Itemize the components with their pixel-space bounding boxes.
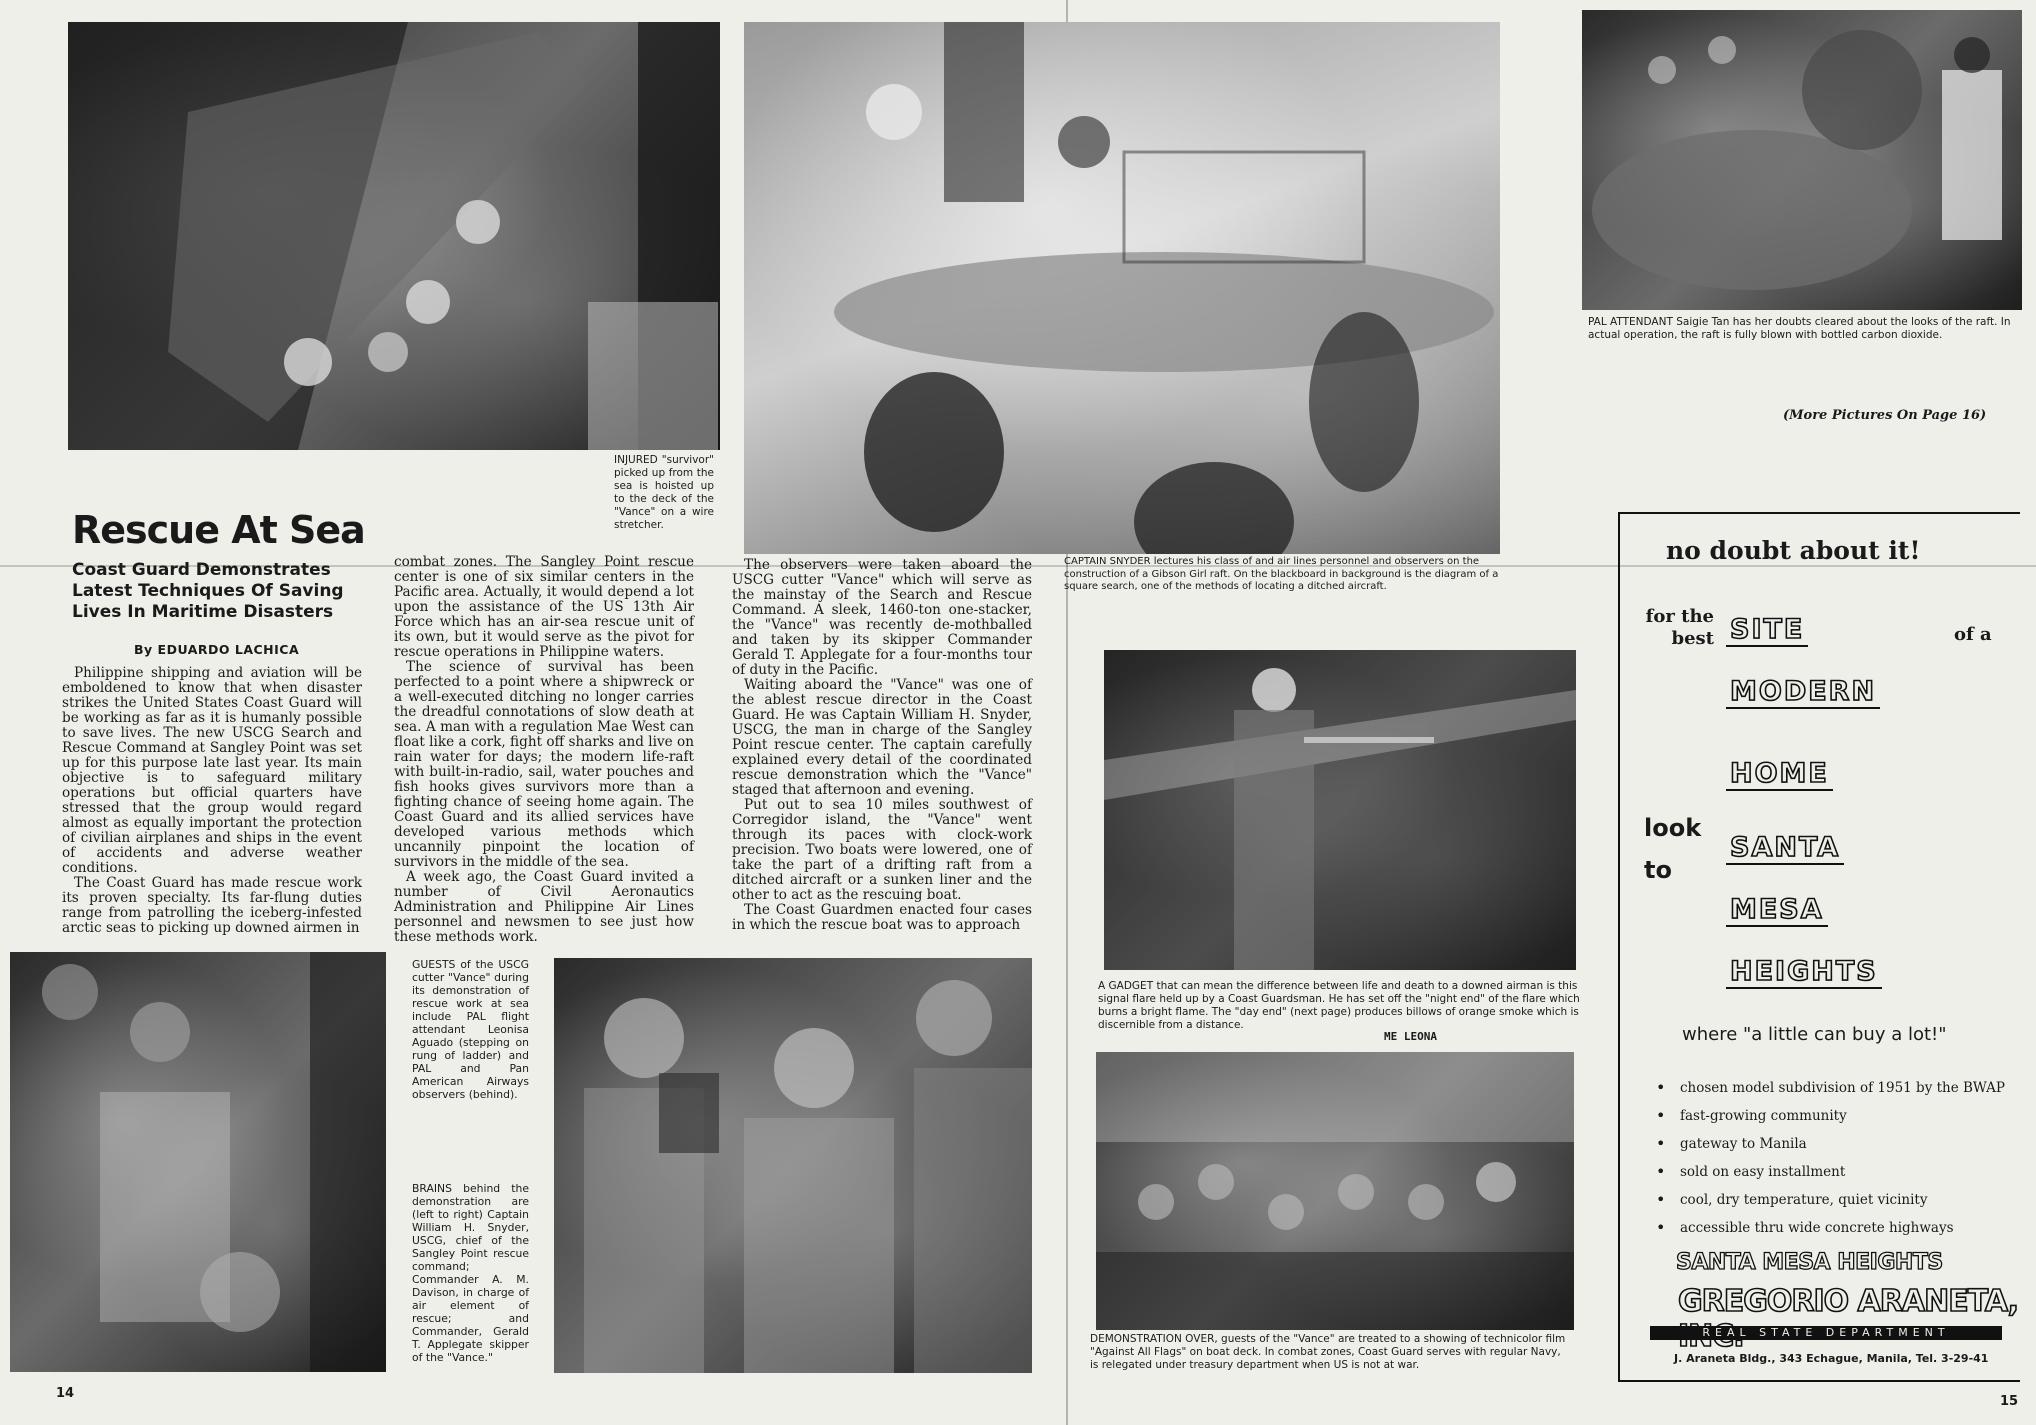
ad-word-heights: HEIGHTS [1726, 956, 1882, 989]
article-column-1 [62, 666, 362, 936]
article-paragraph: Waiting aboard the "Vance" was one of the ablest rescue director in the Coast Guard. He was Captain William H. Snyder, USCG, the man in charge of the Sangley Point rescue center. The captain carefully explained every detail of the coordinated rescue demonstration which the "Vance" staged that afternoon and evening. [732, 677, 1032, 798]
ad-real-state-department: REAL STATE DEPARTMENT [1650, 1326, 2002, 1340]
caption-gadget: A GADGET that can mean the difference between life and death to a downed airman is this signal flare held up by a Coast Guardsman. He has set off the "night end" of the flare which burns a bright flame. The "day end" (next page) produces billows of orange smoke which is discernible from a distance. [1098, 980, 1580, 1031]
ad-bullet: • chosen model subdivision of 1951 by the BWAP [1680, 1080, 2005, 1096]
article-paragraph: Philippine shipping and aviation will be emboldened to know that when disaster strikes the United States Coast Guard will be working as far as it is humanly possible to save lives. The new USCG Search and Rescue Command at Sangley Point was set up for this purpose late last year. Its main objective is to safeguard military operations but official quarters have stressed that the group would regard almost as equally important the protection of civilian airplanes and ships in the event of accidents and adverse weather conditions. [62, 665, 362, 876]
article-paragraph: The Coast Guard has made rescue work its proven specialty. Its far-flung duties range from patrolling the iceberg-infested arctic seas to picking up downed airmen in [62, 875, 362, 936]
caption-brains: BRAINS behind the demonstration are (left to right) Captain William H. Snyder, USCG, chief of the Sangley Point rescue command; Commander A. M. Davison, in charge of air element of rescue; and Commander, Gerald T. Applegate skipper of the "Vance." [412, 1182, 529, 1364]
caption-guests: GUESTS of the USCG cutter "Vance" during its demonstration of rescue work at sea include PAL flight attendant Leonisa Aguado (stepping on rung of ladder) and PAL and Pan American Airways observers (behind). [412, 958, 529, 1101]
ad-of-a: of a [1954, 624, 1992, 645]
ad-word-site: SITE [1726, 614, 1808, 647]
caption-injured: INJURED "survivor" picked up from the sea is hoisted up to the deck of the "Vance" on a wire stretcher. [614, 454, 714, 531]
ad-address: J. Araneta Bldg., 343 Echague, Manila, Tel. 3-29-41 [1674, 1352, 1989, 1365]
photo-stretcher [744, 22, 1500, 554]
ad-slogan: where "a little can buy a lot!" [1682, 1024, 1947, 1045]
page-number-right: 15 [2000, 1394, 2019, 1409]
ad-word-mesa: MESA [1726, 894, 1828, 927]
ad-for-the-best: for the best [1645, 606, 1714, 649]
article-paragraph: A week ago, the Coast Guard invited a number of Civil Aeronautics Administration and Philippine Air Lines personnel and newsmen to see just how these methods work. [394, 869, 694, 945]
photo-officers [554, 958, 1032, 1373]
ad-bullet: • fast-growing community [1680, 1108, 1847, 1124]
photo-raft [1582, 10, 2022, 310]
photo-signal-flare [1104, 650, 1576, 970]
ad-word-home: HOME [1726, 758, 1833, 791]
article-paragraph: The observers were taken aboard the USCG cutter "Vance" which will serve as the mainstay of the Search and Rescue Command. A sleek, 1460-ton one-stacker, the "Vance" was recently de-mothballed and taken by its skipper Commander Gerald T. Applegate for a four-months tour of duty in the Pacific. [732, 557, 1032, 678]
headline: Rescue At Sea [72, 508, 365, 552]
ad-word-santa: SANTA [1726, 832, 1844, 865]
byline: By EDUARDO LACHICA [134, 642, 300, 657]
more-pictures-note: (More Pictures On Page 16) [1783, 408, 1987, 423]
caption-demonstration-over: DEMONSTRATION OVER, guests of the "Vance" are treated to a showing of technicolor film "Against All Flags" on boat deck. In combat zones, Coast Guard serves with regular Navy, is relegated under treasury department when US is not at war. [1090, 1333, 1566, 1371]
article-paragraph: The Coast Guardmen enacted four cases in which the rescue boat was to approach [732, 902, 1032, 933]
page-number-left: 14 [56, 1386, 75, 1401]
ad-bullet: • cool, dry temperature, quiet vicinity [1680, 1192, 1927, 1208]
ad-look: look [1644, 814, 1702, 842]
ad-logo-gregorio-araneta: GREGORIO ARANETA, [1678, 1284, 2018, 1319]
ad-bullet: • gateway to Manila [1680, 1136, 1807, 1152]
deck-line-1: Coast Guard Demonstrates [72, 560, 331, 580]
ad-headline: no doubt about it! [1666, 536, 1921, 565]
santa-mesa-heights-ad [1618, 512, 2020, 1382]
deck-line-2: Latest Techniques Of Saving [72, 581, 344, 601]
deck-line-3: Lives In Maritime Disasters [72, 602, 334, 622]
photo-lifeboat [68, 22, 720, 450]
caption-pal-attendant: PAL ATTENDANT Saigie Tan has her doubts cleared about the looks of the raft. In actual operation, the raft is fully blown with bottled carbon dioxide. [1588, 316, 2011, 341]
ad-word-modern: MODERN [1726, 676, 1880, 709]
photo-guests [10, 952, 386, 1372]
article-column-3 [732, 558, 1032, 933]
ad-bullet: • accessible thru wide concrete highways [1680, 1220, 1954, 1236]
ad-to: to [1644, 856, 1672, 884]
caption-captain-snyder: CAPTAIN SNYDER lectures his class of and air lines personnel and observers on the construction of a Gibson Girl raft. On the blackboard in background is the diagram of a square search, one of the methods of locating a ditched aircraft. [1064, 556, 1499, 592]
ad-logo-santa-mesa-heights: SANTA MESA HEIGHTS [1676, 1250, 1943, 1275]
photo-audience [1096, 1052, 1574, 1330]
deck [72, 560, 372, 623]
ad-bullet: • sold on easy installment [1680, 1164, 1845, 1180]
article-column-2 [394, 555, 694, 945]
article-paragraph: The science of survival has been perfected to a point where a shipwreck or a well-executed ditching no longer carries the dreadful connotations of slow death at sea. A man with a regulation Mae West can float like a cork, fight off sharks and live on rain water for days; the modern life-raft with built-in-radio, sail, water pouches and fish hooks gives survivors more than a fighting chance of seeing home again. The Coast Guard and its allied services have developed various methods which uncannily pinpoint the location of survivors in the middle of the sea. [394, 659, 694, 870]
article-paragraph: Put out to sea 10 miles southwest of Corregidor island, the "Vance" went through its paces with clock-work precision. Two boats were lowered, one of take the part of a drifting raft from a ditched aircraft or a sunken liner and the other to act as the rescuing boat. [732, 797, 1032, 903]
handwritten-note: ME LEONA [1384, 1030, 1437, 1043]
article-paragraph: combat zones. The Sangley Point rescue center is one of six similar centers in the Pacific area. Actually, it would depend a lot upon the assistance of the US 13th Air Force which has an air-sea rescue unit of its own, but it would serve as the pivot for rescue operations in Philippine waters. [394, 554, 694, 660]
